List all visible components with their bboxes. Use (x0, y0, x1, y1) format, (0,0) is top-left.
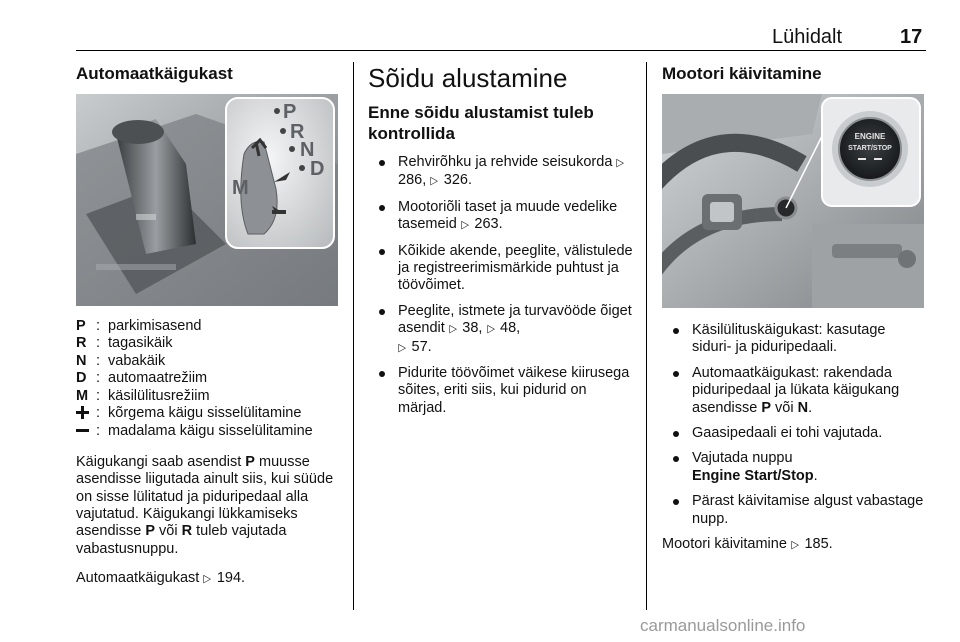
legend-key: N (76, 352, 87, 369)
legend-value: vabakäik (108, 352, 166, 369)
list-item: Automaatkäigukast: rakendada piduripedaal ja lükata käigukang asendisse P või N. (662, 365, 928, 417)
page-reference-icon: ▷ (449, 323, 457, 336)
legend-key: M (76, 387, 89, 404)
page-reference-icon: ▷ (791, 539, 799, 552)
header-title: Lühidalt (772, 26, 843, 48)
legend-value: tagasikäik (108, 335, 173, 352)
page-reference-link[interactable]: 286, (398, 172, 427, 189)
page-reference-icon: ▷ (461, 219, 469, 232)
page-reference-icon: ▷ (398, 341, 407, 354)
gear-selector-illustration (76, 94, 338, 306)
column-automatic-gearbox (76, 62, 348, 589)
list-item: Käsilülituskäigukast: kasutage siduri- ja piduripedaali. (662, 322, 928, 357)
gear-label-d: D (310, 158, 325, 180)
header-rule (76, 50, 926, 51)
list-item: Vajutada nuppu Engine Start/Stop. (662, 450, 928, 485)
legend-key: R (76, 335, 87, 352)
minus-icon (76, 424, 89, 437)
list-item: Rehvirõhku ja rehvide seisukorda ▷ 286, ▷ 326. (368, 154, 633, 191)
legend-row: R : tagasikäik (76, 335, 348, 352)
button-label-engine: ENGINE (854, 132, 886, 141)
gear-selector-figure (76, 94, 338, 306)
page-reference-link[interactable]: 326. (443, 172, 472, 189)
watermark: carmanualsonline.info (640, 616, 806, 635)
gear-lever-paragraph: Käigukangi saab asendist P muusse asendisse liigutada ainult siis, kui süüde on sisse lülitatud ja piduripedaal alla vajutatud. Käigukangi lükkamiseks asendisse P või R tuleb vajutada vabastusnuppu. (76, 453, 334, 557)
cross-reference: Mootori käivitamine ▷ 185. (662, 536, 928, 554)
legend-row: M : käsilülitusrežiim (76, 388, 348, 405)
legend-value: käsilülitusrežiim (108, 387, 210, 404)
legend-value: madalama käigu sisselülitamine (108, 423, 313, 440)
legend-row: P : parkimisasend (76, 318, 348, 335)
legend-key: P (76, 318, 86, 334)
gear-label-n: N (300, 139, 315, 161)
page-reference-icon: ▷ (486, 323, 495, 336)
section-heading: Mootori käivitamine (662, 64, 822, 83)
legend-value: automaatrežiim (108, 370, 208, 387)
legend-key: D (76, 370, 87, 387)
section-heading: Automaatkäigukast (76, 64, 233, 83)
start-procedure (662, 322, 928, 528)
gear-label-m: M (232, 177, 249, 199)
legend-row: : madalama käigu sisselülitamine (76, 423, 348, 441)
checklist (368, 154, 633, 417)
gear-label-r: R (290, 121, 305, 143)
plus-icon (76, 406, 89, 419)
page-reference-icon: ▷ (430, 175, 439, 188)
legend-row: : kõrgema käigu sisselülitamine (76, 405, 348, 423)
legend-row: N : vabakäik (76, 353, 348, 370)
page-reference-icon: ▷ (616, 157, 625, 169)
list-item: Mootoriõli taset ja muude vedelike tasemeid ▷ 263. (368, 199, 633, 235)
column-divider (353, 62, 354, 610)
page-reference-link[interactable]: 263. (474, 216, 503, 233)
legend-value: kõrgema käigu sisselülitamine (108, 405, 302, 422)
section-subtitle: Enne sõidu alustamist tuleb kontrollida (368, 103, 594, 143)
column-engine-start (662, 62, 928, 554)
list-item: Peeglite, istmete ja turvavööde õiget asendit ▷ 38, ▷ 48, ▷ 57. (368, 303, 633, 357)
page-reference-link[interactable]: 57. (411, 338, 432, 355)
dashboard-illustration (662, 94, 924, 308)
engine-start-figure (662, 94, 924, 308)
chapter-title: Sõidu alustamine (368, 63, 568, 93)
list-item: Kõikide akende, peeglite, välistulede ja registreerimismärkide puhtust ja töövõimet. (368, 243, 633, 295)
button-label-startstop: START/STOP (848, 145, 892, 152)
cross-reference: Automaatkäigukast ▷ 194. (76, 570, 348, 588)
column-starting-off (368, 62, 633, 425)
list-item: Pidurite töövõimet väikese kiirusega sõites, eriti siis, kui pidurid on märjad. (368, 365, 633, 417)
page-reference-link[interactable]: 48, (500, 320, 521, 337)
gear-legend (76, 318, 348, 442)
list-item: Gaasipedaali ei tohi vajutada. (662, 425, 928, 442)
legend-value: parkimisasend (108, 318, 202, 334)
gear-label-p: P (283, 101, 297, 123)
page-reference-link[interactable]: 38, (462, 320, 483, 337)
list-item: Pärast käivitamise algust vabastage nupp. (662, 493, 928, 528)
page-reference-link[interactable]: 194. (216, 570, 246, 587)
column-divider (646, 62, 647, 610)
page-number: 17 (900, 26, 923, 48)
page-reference-link[interactable]: 185. (804, 536, 833, 553)
legend-row: D : automaatrežiim (76, 370, 348, 387)
page-reference-icon: ▷ (203, 573, 212, 586)
